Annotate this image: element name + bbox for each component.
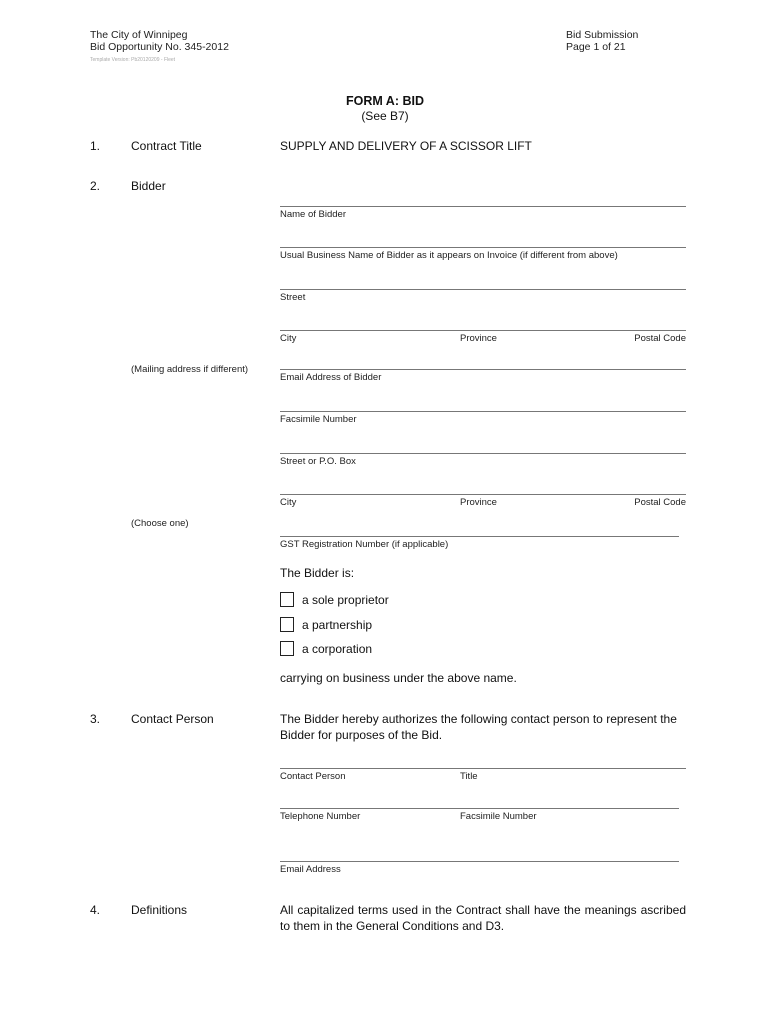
name-of-bidder-field[interactable] — [280, 206, 686, 207]
corporation-checkbox[interactable] — [280, 641, 294, 656]
section-3-label: Contact Person — [131, 712, 214, 726]
section-1-label: Contract Title — [131, 139, 202, 153]
email-caption: Email Address of Bidder — [280, 372, 382, 383]
sole-proprietor-checkbox[interactable] — [280, 592, 294, 607]
mailing-postal-code-caption: Postal Code — [634, 497, 686, 508]
corporation-label: a corporation — [302, 642, 373, 656]
fax-field[interactable] — [280, 411, 686, 412]
name-of-bidder-caption: Name of Bidder — [280, 209, 347, 220]
section-1-number: 1. — [90, 139, 101, 153]
street-po-box-field[interactable] — [280, 453, 686, 454]
gst-field[interactable] — [280, 536, 679, 537]
section-4-label: Definitions — [131, 903, 188, 917]
header-org: The City of Winnipeg — [90, 29, 188, 41]
city-province-postal-field[interactable] — [280, 330, 686, 331]
section-2-label: Bidder — [131, 179, 166, 193]
mailing-address-note: (Mailing address if different) — [131, 364, 249, 375]
choose-one-note: (Choose one) — [131, 518, 189, 529]
telephone-fax-field[interactable] — [280, 808, 679, 809]
gst-caption: GST Registration Number (if applicable) — [280, 539, 449, 550]
street-field[interactable] — [280, 289, 686, 290]
contact-fax-caption: Facsimile Number — [460, 811, 537, 822]
section-2-number: 2. — [90, 179, 101, 193]
city-caption: City — [280, 333, 297, 344]
usual-business-name-field[interactable] — [280, 247, 686, 248]
street-po-box-caption: Street or P.O. Box — [280, 456, 356, 467]
title-caption: Title — [460, 771, 478, 782]
street-caption: Street — [280, 292, 306, 303]
mailing-province-caption: Province — [460, 497, 497, 508]
sole-proprietor-label: a sole proprietor — [302, 593, 389, 607]
telephone-caption: Telephone Number — [280, 811, 361, 822]
header-bid-number: Bid Opportunity No. 345-2012 — [90, 41, 229, 53]
carrying-on-business-text: carrying on business under the above name. — [280, 671, 517, 685]
postal-code-caption: Postal Code — [634, 333, 686, 344]
contact-person-title-field[interactable] — [280, 768, 686, 769]
form-subtitle: (See B7) — [361, 109, 409, 123]
bidder-is-label: The Bidder is: — [280, 566, 355, 580]
fax-caption: Facsimile Number — [280, 414, 357, 425]
form-title: FORM A: BID — [346, 94, 424, 108]
header-doc-type: Bid Submission — [566, 29, 639, 41]
partnership-checkbox[interactable] — [280, 617, 294, 632]
contact-email-caption: Email Address — [280, 864, 341, 875]
definitions-text: All capitalized terms used in the Contract shall have the meanings ascribed to them in the General Conditions and D3. — [280, 903, 686, 933]
header-template-version: Template Version: Pb20120209 - Fleet — [90, 57, 176, 63]
mailing-city-province-postal-field[interactable] — [280, 494, 686, 495]
partnership-label: a partnership — [302, 618, 373, 632]
contact-person-caption: Contact Person — [280, 771, 346, 782]
section-4-number: 4. — [90, 903, 101, 917]
contact-person-text: The Bidder hereby authorizes the following contact person to represent the Bidder for purposes of the Bid. — [280, 712, 677, 742]
contract-title-value: SUPPLY AND DELIVERY OF A SCISSOR LIFT — [280, 139, 532, 153]
header-page-number: Page 1 of 21 — [566, 41, 626, 53]
province-caption: Province — [460, 333, 497, 344]
email-field[interactable] — [280, 369, 686, 370]
mailing-city-caption: City — [280, 497, 297, 508]
contact-email-field[interactable] — [280, 861, 679, 862]
usual-business-name-caption: Usual Business Name of Bidder as it appears on Invoice (if different from above) — [280, 250, 618, 261]
section-3-number: 3. — [90, 712, 101, 726]
